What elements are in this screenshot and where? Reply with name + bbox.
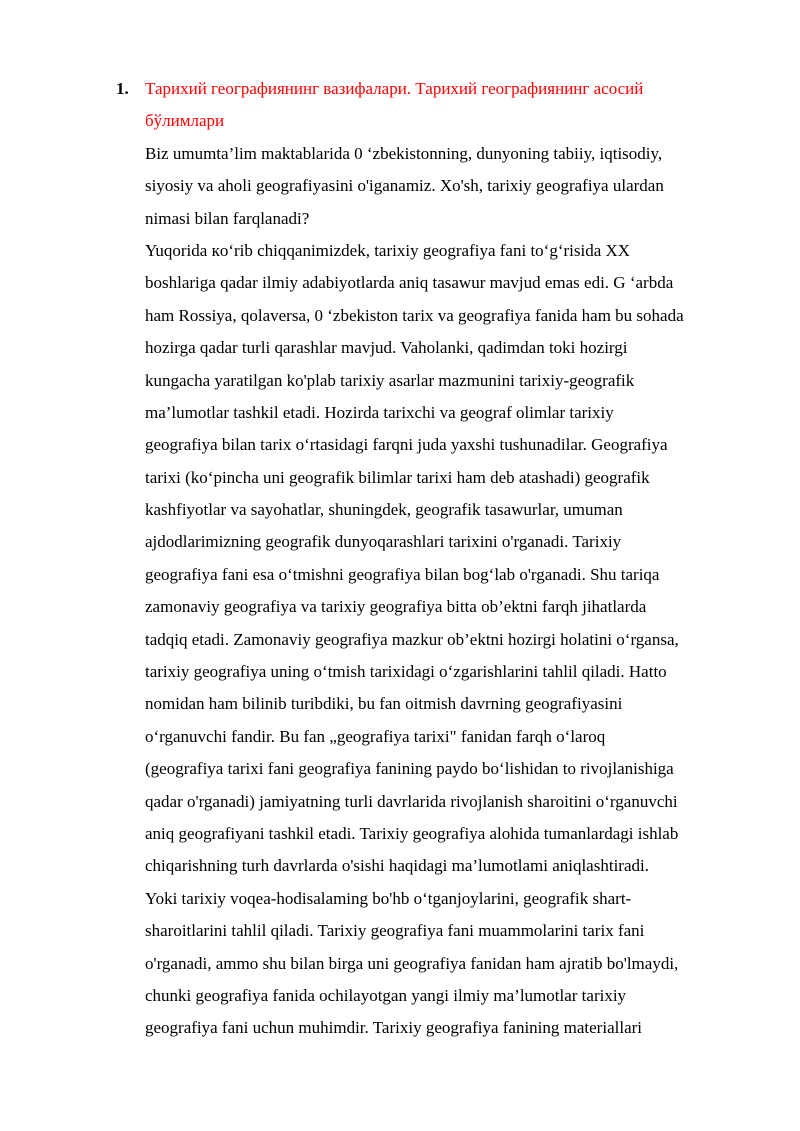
body-line: nimasi bilan farqlanadi?	[145, 208, 310, 228]
body-line: ma’lumotlar tashkil etadi. Hozirda tarixchi va geograf olimlar tarixiy	[145, 402, 614, 422]
body-line: Yoki tarixiy voqea-hodisalaming bo'hb o‘tganjoylarini, geografik shart-	[145, 888, 632, 908]
body-line: siyosiy va aholi geografiyasini o'iganamiz. Xo'sh, tarixiy geografiya ulardan	[145, 176, 664, 196]
body-line: zamonaviy geografiya va tarixiy geografiya bitta ob’ektni farqh jihatlarda	[145, 597, 647, 617]
document-content	[145, 73, 745, 1045]
body-line: kungacha yaratilgan ko'plab tarixiy asarlar mazmunini tarixiy-geografik	[145, 370, 635, 390]
body-line: (geografiya tarixi fani geografiya fanining paydo bo‘lishidan to rivojlanishiga	[145, 759, 674, 779]
body-line: Yuqorida кo‘rib chiqqanimizdek, tarixiy geografiya fani to‘g‘risida XX	[145, 240, 631, 260]
body-line: chiqarishning turh davrlarda o'sishi haqidagi ma’lumotlami aniqlashtiradi.	[145, 856, 649, 876]
body-paragraphs	[145, 138, 745, 1045]
body-line: ajdodlarimizning geografik dunyoqarashlari tarixini o'rganadi. Tarixiy	[145, 532, 622, 552]
body-line: sharoitlarini tahlil qiladi. Tarixiy geografiya fani muammolarini tarix fani	[145, 921, 645, 941]
list-number: 1.	[116, 79, 129, 98]
body-line: tadqiq etadi. Zamonaviy geografiya mazkur ob’ektni hozirgi holatini o‘rgansa,	[145, 629, 679, 649]
body-line: geografiya fani uchun muhimdir. Tarixiy geografiya fanining materiallari	[145, 1018, 642, 1038]
section-heading	[145, 73, 745, 138]
body-line: boshlariga qadar ilmiy adabiyotlarda aniq tasawur mavjud emas edi. G ‘arbda	[145, 273, 674, 293]
body-line: qadar o'rganadi) jamiyatning turli davrlarida rivojlanish sharoitini o‘rganuvchi	[145, 791, 678, 811]
body-line: ham Rossiya, qolaversa, 0 ‘zbekiston tarix va geografiya fanida ham bu sohada	[145, 305, 684, 325]
body-line: tarixi (ko‘pincha uni geografik bilimlar tarixi ham deb atashadi) geografik	[145, 467, 650, 487]
body-line: geografiya bilan tarix o‘rtasidagi farqni juda yaxshi tushunadilar. Geografiya	[145, 435, 668, 455]
body-line: kashfiyotlar va sayohatlar, shuningdek, geografik tasawurlar, umuman	[145, 500, 623, 520]
body-line: o‘rganuvchi fandir. Bu fan „geografiya tarixi" fanidan farqh o‘laroq	[145, 726, 606, 746]
body-line: hozirga qadar turli qarashlar mavjud. Vaholanki, qadimdan toki hozirgi	[145, 338, 628, 358]
heading-line: Тарихий географиянинг вазифалари. Тарихий географиянинг асосий	[145, 79, 644, 98]
body-line: geografiya fani esa o‘tmishni geografiya bilan bog‘lab o'rganadi. Shu tariqa	[145, 564, 660, 584]
heading-line: бўлимлари	[145, 111, 225, 131]
body-line: nomidan ham bilinib turibdiki, bu fan oitmish davrning geografiyasini	[145, 694, 623, 714]
body-line: chunki geografiya fanida ochilayotgan yangi ilmiy ma’lumotlar tarixiy	[145, 985, 627, 1005]
body-line: aniq geografiyani tashkil etadi. Tarixiy geografiya alohida tumanlardagi ishlab	[145, 823, 679, 843]
body-line: o'rganadi, ammo shu bilan birga uni geografiya fanidan ham ajratib bo'lmaydi,	[145, 953, 679, 973]
body-line: tarixiy geografiya uning o‘tmish tarixidagi o‘zgarishlarini tahlil qiladi. Hatto	[145, 662, 667, 682]
body-line: Biz umumta’lim maktablarida 0 ‘zbekistonning, dunyoning tabiiy, iqtisodiy,	[145, 143, 663, 163]
